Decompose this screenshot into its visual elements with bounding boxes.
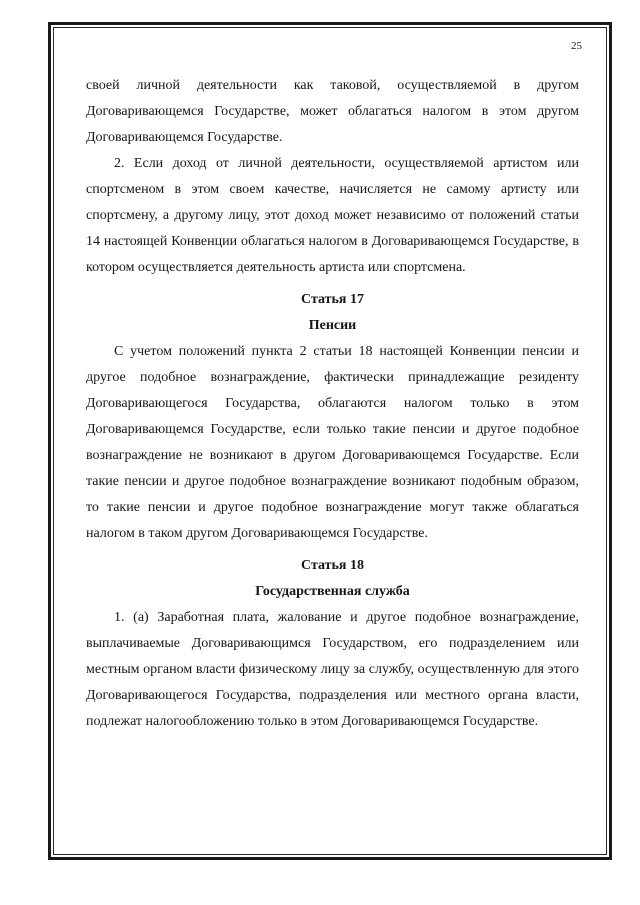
article-17 <box>86 287 579 547</box>
article-18-title: Государственная служба <box>255 584 410 599</box>
article-17-title: Пенсии <box>308 318 357 333</box>
paragraph-artists-clause-2: 2. Если доход от личной деятельности, осуществляемой артистом или спортсменом в этом своем качестве, начисляется не самому артисту или спортсмену, а другому лицу, этот доход может независимо от положений статьи 14 настоящей Конвенции облагаться налогом в Договаривающемся Государстве, в котором осуществляется деятельность артиста или спортсмена. <box>86 156 579 275</box>
article-18 <box>86 553 579 735</box>
page-number: 25 <box>571 40 582 52</box>
paragraph-continuation: своей личной деятельности как таковой, осуществляемой в другом Договаривающемся Государстве, может облагаться налогом в этом другом Договаривающемся Государстве. <box>86 78 579 145</box>
article-17-number: Статья 17 <box>301 292 364 307</box>
article-17-text: С учетом положений пункта 2 статьи 18 настоящей Конвенции пенсии и другое подобное вознаграждение, фактически принадлежащие резиденту Договаривающегося Государства, облагаются налогом только в этом Договаривающемся Государстве, если только такие пенсии и другое подобное вознаграждение не возникают в другом Договаривающемся Государстве. Если такие пенсии и другое подобное вознаграждение возникают подобным образом, то такие пенсии и другое подобное вознаграждение могут также облагаться налогом в таком другом Договаривающемся Государстве. <box>86 344 579 541</box>
article-18-text: 1. (a) Заработная плата, жалование и другое подобное вознаграждение, выплачиваемые Договаривающимся Государством, его подразделением или местным органом власти физическому лицу за службу, осуществленную для этого Договаривающегося Государства, подразделения или местного органа власти, подлежат налогообложению только в этом Договаривающемся Государстве. <box>86 610 579 729</box>
document-body <box>86 73 579 735</box>
article-18-number: Статья 18 <box>301 558 364 573</box>
